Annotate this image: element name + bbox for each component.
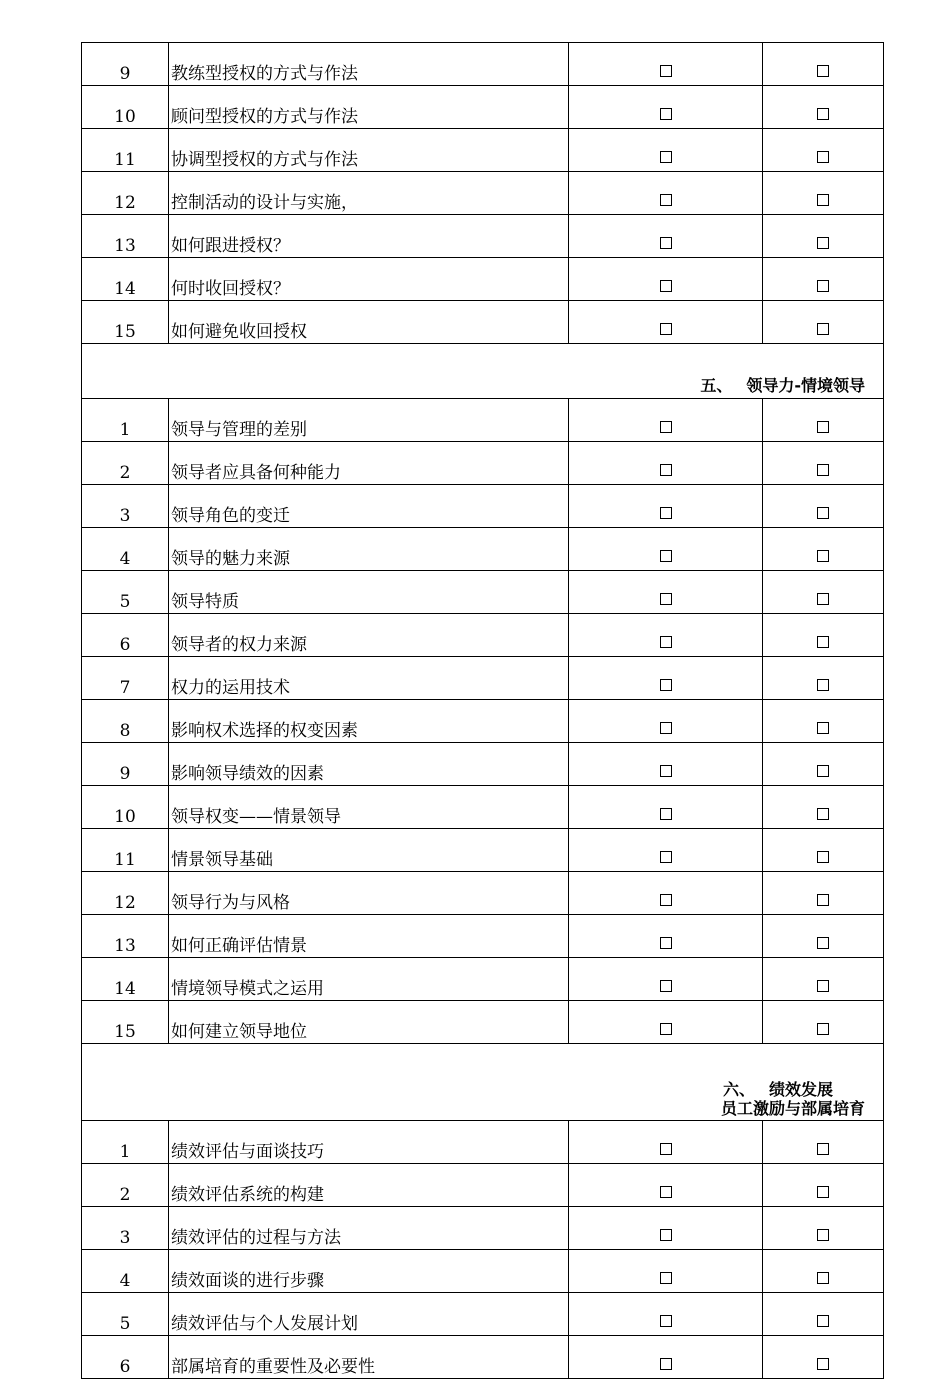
checkbox-cell-a[interactable] <box>569 1250 763 1293</box>
checkbox-cell-a[interactable] <box>569 657 763 700</box>
checkbox-a[interactable] <box>660 194 672 206</box>
checkbox-cell-a[interactable] <box>569 301 763 344</box>
checkbox-b[interactable] <box>817 194 829 206</box>
checkbox-b[interactable] <box>817 937 829 949</box>
item-number: 13 <box>82 915 169 958</box>
checkbox-cell-a[interactable] <box>569 1121 763 1164</box>
section-header-row <box>82 344 884 399</box>
table-row <box>82 172 884 215</box>
checkbox-a[interactable] <box>660 722 672 734</box>
table-row <box>82 1207 884 1250</box>
table-row <box>82 1250 884 1293</box>
item-title: 如何跟进授权？ <box>169 215 569 258</box>
checkbox-cell-b[interactable] <box>763 215 884 258</box>
checkbox-b[interactable] <box>817 1186 829 1198</box>
section-5-prefix: 五、 <box>700 376 733 395</box>
checkbox-cell-a[interactable] <box>569 43 763 86</box>
checkbox-b[interactable] <box>817 1229 829 1241</box>
checkbox-a[interactable] <box>660 151 672 163</box>
checkbox-cell-b[interactable] <box>763 786 884 829</box>
checkbox-a[interactable] <box>660 593 672 605</box>
checkbox-cell-b[interactable] <box>763 958 884 1001</box>
checkbox-b[interactable] <box>817 1143 829 1155</box>
item-title: 绩效评估与个人发展计划 <box>169 1293 569 1336</box>
checkbox-cell-a[interactable] <box>569 743 763 786</box>
item-title: 绩效评估的过程与方法 <box>169 1207 569 1250</box>
item-number: 6 <box>82 1336 169 1379</box>
table-row <box>82 485 884 528</box>
table-row <box>82 1164 884 1207</box>
checkbox-b[interactable] <box>817 280 829 292</box>
table-row <box>82 743 884 786</box>
table-row <box>82 258 884 301</box>
checkbox-a[interactable] <box>660 636 672 648</box>
checkbox-b[interactable] <box>817 108 829 120</box>
checkbox-cell-b[interactable] <box>763 258 884 301</box>
checkbox-cell-a[interactable] <box>569 571 763 614</box>
checkbox-cell-b[interactable] <box>763 86 884 129</box>
item-title: 情景领导基础 <box>169 829 569 872</box>
checkbox-cell-b[interactable] <box>763 528 884 571</box>
checkbox-cell-a[interactable] <box>569 1164 763 1207</box>
item-title: 如何建立领导地位 <box>169 1001 569 1044</box>
item-number: 11 <box>82 129 169 172</box>
item-title: 教练型授权的方式与作法 <box>169 43 569 86</box>
checkbox-a[interactable] <box>660 280 672 292</box>
checkbox-cell-b[interactable] <box>763 399 884 442</box>
checkbox-cell-b[interactable] <box>763 614 884 657</box>
checkbox-cell-a[interactable] <box>569 829 763 872</box>
checkbox-a[interactable] <box>660 464 672 476</box>
table-row <box>82 614 884 657</box>
checkbox-b[interactable] <box>817 507 829 519</box>
item-title: 领导与管理的差别 <box>169 399 569 442</box>
checkbox-a[interactable] <box>660 1315 672 1327</box>
checkbox-cell-a[interactable] <box>569 958 763 1001</box>
checkbox-cell-b[interactable] <box>763 915 884 958</box>
item-title: 领导者的权力来源 <box>169 614 569 657</box>
item-number: 14 <box>82 958 169 1001</box>
checkbox-b[interactable] <box>817 1023 829 1035</box>
checkbox-cell-a[interactable] <box>569 1293 763 1336</box>
checkbox-cell-b[interactable] <box>763 485 884 528</box>
checkbox-a[interactable] <box>660 550 672 562</box>
checkbox-cell-a[interactable] <box>569 215 763 258</box>
item-number: 11 <box>82 829 169 872</box>
section-6-title-line2: 员工激励与部属培育 <box>720 1099 865 1118</box>
table-row <box>82 958 884 1001</box>
table-row <box>82 829 884 872</box>
section-6-prefix: 六、 <box>722 1080 755 1099</box>
checkbox-cell-b[interactable] <box>763 301 884 344</box>
checkbox-cell-b[interactable] <box>763 172 884 215</box>
checkbox-cell-b[interactable] <box>763 1293 884 1336</box>
item-number: 4 <box>82 1250 169 1293</box>
checkbox-b[interactable] <box>817 151 829 163</box>
checkbox-a[interactable] <box>660 894 672 906</box>
item-title: 绩效面谈的进行步骤 <box>169 1250 569 1293</box>
checkbox-cell-b[interactable] <box>763 43 884 86</box>
item-number: 10 <box>82 86 169 129</box>
checkbox-b[interactable] <box>817 1272 829 1284</box>
item-number: 4 <box>82 528 169 571</box>
checkbox-cell-a[interactable] <box>569 528 763 571</box>
checkbox-cell-a[interactable] <box>569 614 763 657</box>
checkbox-b[interactable] <box>817 1315 829 1327</box>
checkbox-b[interactable] <box>817 421 829 433</box>
checkbox-a[interactable] <box>660 237 672 249</box>
item-title: 影响领导绩效的因素 <box>169 743 569 786</box>
checkbox-a[interactable] <box>660 1023 672 1035</box>
item-title: 影响权术选择的权变因素 <box>169 700 569 743</box>
table-row <box>82 571 884 614</box>
checkbox-b[interactable] <box>817 808 829 820</box>
checkbox-b[interactable] <box>817 550 829 562</box>
checkbox-cell-b[interactable] <box>763 1121 884 1164</box>
checkbox-cell-b[interactable] <box>763 1001 884 1044</box>
table-row <box>82 700 884 743</box>
checkbox-cell-b[interactable] <box>763 872 884 915</box>
checkbox-b[interactable] <box>817 679 829 691</box>
section-5-heading <box>82 344 884 399</box>
table-row <box>82 442 884 485</box>
item-number: 8 <box>82 700 169 743</box>
item-number: 1 <box>82 1121 169 1164</box>
checkbox-cell-b[interactable] <box>763 657 884 700</box>
table-row <box>82 1001 884 1044</box>
checkbox-cell-b[interactable] <box>763 700 884 743</box>
item-title: 情境领导模式之运用 <box>169 958 569 1001</box>
item-number: 13 <box>82 215 169 258</box>
course-table-body <box>82 43 884 1379</box>
checkbox-b[interactable] <box>817 894 829 906</box>
checkbox-b[interactable] <box>817 323 829 335</box>
item-number: 12 <box>82 172 169 215</box>
checkbox-b[interactable] <box>817 851 829 863</box>
checkbox-b[interactable] <box>817 1358 829 1370</box>
checkbox-cell-a[interactable] <box>569 1207 763 1250</box>
item-number: 2 <box>82 442 169 485</box>
item-number: 14 <box>82 258 169 301</box>
checkbox-a[interactable] <box>660 507 672 519</box>
item-number: 9 <box>82 743 169 786</box>
item-number: 9 <box>82 43 169 86</box>
table-row <box>82 872 884 915</box>
checkbox-b[interactable] <box>817 593 829 605</box>
item-title: 控制活动的设计与实施， <box>169 172 569 215</box>
checkbox-a[interactable] <box>660 1358 672 1370</box>
checkbox-a[interactable] <box>660 808 672 820</box>
checkbox-a[interactable] <box>660 65 672 77</box>
checkbox-cell-b[interactable] <box>763 129 884 172</box>
checkbox-a[interactable] <box>660 765 672 777</box>
item-number: 12 <box>82 872 169 915</box>
checkbox-a[interactable] <box>660 421 672 433</box>
checkbox-b[interactable] <box>817 980 829 992</box>
checkbox-cell-a[interactable] <box>569 442 763 485</box>
checkbox-b[interactable] <box>817 65 829 77</box>
section-5-title: 领导力-情境领导 <box>746 376 865 395</box>
checkbox-cell-b[interactable] <box>763 829 884 872</box>
item-title: 领导的魅力来源 <box>169 528 569 571</box>
table-row <box>82 86 884 129</box>
table-row <box>82 301 884 344</box>
table-row <box>82 129 884 172</box>
checkbox-cell-a[interactable] <box>569 399 763 442</box>
checkbox-cell-b[interactable] <box>763 1164 884 1207</box>
table-row <box>82 657 884 700</box>
item-number: 2 <box>82 1164 169 1207</box>
item-number: 15 <box>82 1001 169 1044</box>
checkbox-a[interactable] <box>660 1143 672 1155</box>
checkbox-cell-a[interactable] <box>569 129 763 172</box>
checkbox-a[interactable] <box>660 1229 672 1241</box>
item-title: 绩效评估系统的构建 <box>169 1164 569 1207</box>
checkbox-cell-a[interactable] <box>569 258 763 301</box>
item-title: 领导者应具备何种能力 <box>169 442 569 485</box>
checkbox-cell-a[interactable] <box>569 485 763 528</box>
item-title: 权力的运用技术 <box>169 657 569 700</box>
checkbox-cell-b[interactable] <box>763 1250 884 1293</box>
checkbox-b[interactable] <box>817 464 829 476</box>
checkbox-a[interactable] <box>660 323 672 335</box>
item-number: 10 <box>82 786 169 829</box>
item-number: 3 <box>82 485 169 528</box>
item-title: 如何避免收回授权 <box>169 301 569 344</box>
table-row <box>82 43 884 86</box>
table-row <box>82 1293 884 1336</box>
checkbox-a[interactable] <box>660 980 672 992</box>
checkbox-cell-a[interactable] <box>569 872 763 915</box>
checkbox-cell-a[interactable] <box>569 700 763 743</box>
item-title: 领导特质 <box>169 571 569 614</box>
table-row <box>82 786 884 829</box>
checkbox-cell-b[interactable] <box>763 743 884 786</box>
checkbox-a[interactable] <box>660 937 672 949</box>
checkbox-cell-a[interactable] <box>569 786 763 829</box>
section-header-row <box>82 1044 884 1121</box>
table-row <box>82 399 884 442</box>
checkbox-a[interactable] <box>660 679 672 691</box>
table-row <box>82 215 884 258</box>
checkbox-cell-a[interactable] <box>569 86 763 129</box>
table-row <box>82 528 884 571</box>
item-title: 领导角色的变迁 <box>169 485 569 528</box>
checkbox-cell-b[interactable] <box>763 571 884 614</box>
table-row <box>82 915 884 958</box>
checkbox-cell-a[interactable] <box>569 1001 763 1044</box>
checkbox-cell-a[interactable] <box>569 915 763 958</box>
item-number: 5 <box>82 571 169 614</box>
checkbox-b[interactable] <box>817 636 829 648</box>
item-title: 何时收回授权？ <box>169 258 569 301</box>
checkbox-b[interactable] <box>817 722 829 734</box>
checkbox-cell-b[interactable] <box>763 1207 884 1250</box>
item-title: 如何正确评估情景 <box>169 915 569 958</box>
item-title: 顾问型授权的方式与作法 <box>169 86 569 129</box>
item-title: 协调型授权的方式与作法 <box>169 129 569 172</box>
checkbox-b[interactable] <box>817 765 829 777</box>
checkbox-cell-b[interactable] <box>763 1336 884 1379</box>
item-number: 6 <box>82 614 169 657</box>
item-number: 5 <box>82 1293 169 1336</box>
item-number: 15 <box>82 301 169 344</box>
item-number: 1 <box>82 399 169 442</box>
checkbox-cell-b[interactable] <box>763 442 884 485</box>
item-title: 部属培育的重要性及必要性 <box>169 1336 569 1379</box>
section-6-heading <box>82 1044 884 1121</box>
table-row <box>82 1121 884 1164</box>
item-number: 7 <box>82 657 169 700</box>
checkbox-cell-a[interactable] <box>569 1336 763 1379</box>
checkbox-a[interactable] <box>660 108 672 120</box>
checkbox-cell-a[interactable] <box>569 172 763 215</box>
table-row <box>82 1336 884 1379</box>
item-title: 领导行为与风格 <box>169 872 569 915</box>
course-table <box>81 42 884 1379</box>
checkbox-a[interactable] <box>660 1186 672 1198</box>
checkbox-a[interactable] <box>660 1272 672 1284</box>
item-title: 领导权变——情景领导 <box>169 786 569 829</box>
course-checklist-sheet <box>81 42 883 1379</box>
checkbox-a[interactable] <box>660 851 672 863</box>
checkbox-b[interactable] <box>817 237 829 249</box>
section-6-title-line1: 绩效发展 <box>768 1080 833 1099</box>
item-title: 绩效评估与面谈技巧 <box>169 1121 569 1164</box>
item-number: 3 <box>82 1207 169 1250</box>
